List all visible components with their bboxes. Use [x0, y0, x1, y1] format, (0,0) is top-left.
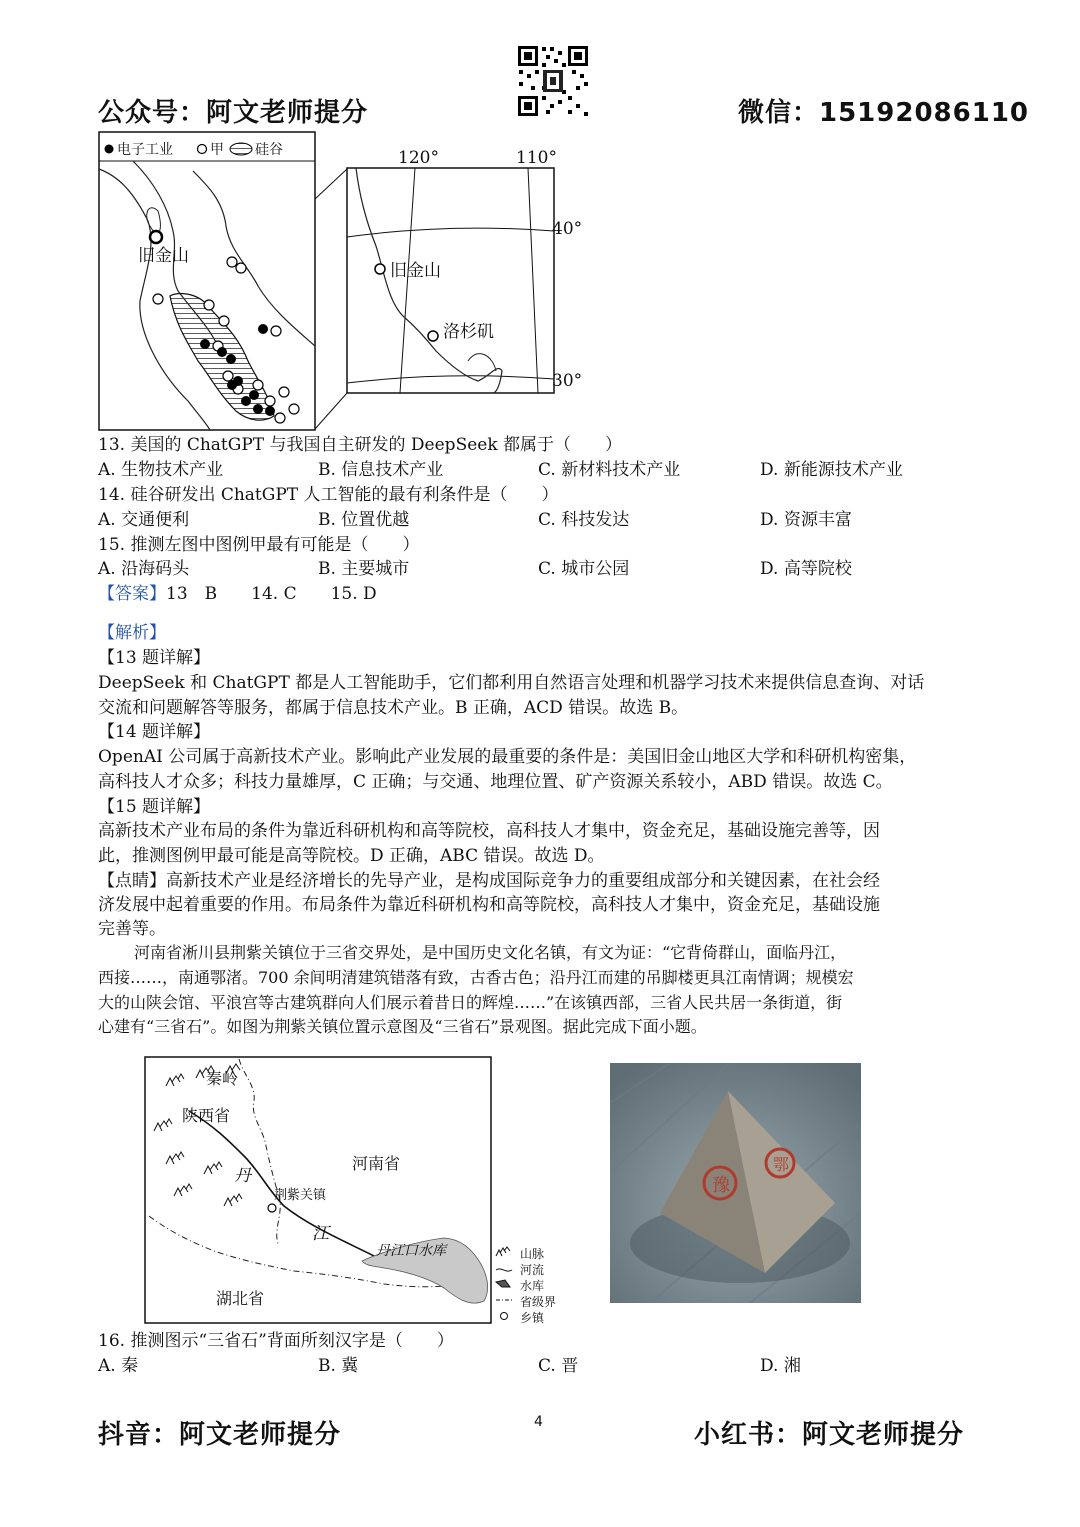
legend-river: 河流	[520, 1263, 545, 1277]
q13-option-a[interactable]: A. 生物技术产业	[98, 460, 224, 480]
legend-silicon-label: 硅谷	[255, 142, 283, 158]
detail-15-line2: 此，推测图例甲最可能是高等院校。D 正确，ABC 错误。故选 D。	[98, 846, 605, 866]
lat-30: 30°	[552, 371, 583, 391]
footer-left: 抖音：阿文老师提分	[98, 1420, 342, 1450]
page-number: 4	[534, 1414, 543, 1430]
legend-town: 乡镇	[520, 1311, 545, 1325]
answer-text: 13 B 14. C 15. D	[166, 584, 377, 604]
q15-option-a[interactable]: A. 沿海码头	[98, 559, 190, 579]
svg-text:豫: 豫	[712, 1175, 730, 1196]
la-city-marker	[428, 331, 438, 341]
silicon-valley-map	[98, 131, 598, 433]
sf-city-label: 旧金山	[390, 261, 441, 281]
label-henan: 河南省	[352, 1154, 401, 1173]
legend-electronics-label: 电子工业	[117, 142, 173, 158]
label-town: 荆紫关镇	[274, 1188, 327, 1203]
jingziguan-map	[144, 1056, 584, 1332]
q15-option-c[interactable]: C. 城市公园	[538, 559, 630, 579]
detail-15-line1: 高新技术产业布局的条件为靠近科研机构和高等院校，高科技人才集中，资金充足，基础设施完善等，因	[98, 821, 880, 841]
answer-line	[98, 583, 377, 605]
legend-boundary: 省级界	[520, 1295, 557, 1309]
q13-option-b[interactable]: B. 信息技术产业	[318, 460, 444, 480]
dianjing-line1: 【点睛】高新技术产业是经济增长的先导产业，是构成国际竞争力的重要组成部分和关键因素，在社会经	[98, 871, 880, 891]
q16-option-d[interactable]: D. 湘	[760, 1356, 801, 1376]
town-marker	[268, 1204, 276, 1212]
q15-option-d[interactable]: D. 高等院校	[760, 559, 852, 579]
detail-14-title: 【14 题详解】	[98, 722, 211, 742]
label-hubei: 湖北省	[216, 1289, 265, 1308]
detail-13-line1: DeepSeek 和 ChatGPT 都是人工智能助手，它们都利用自然语言处理和机器学习技术来提供信息查询、对话	[98, 673, 925, 693]
q15-stem: 15. 推测左图中图例甲最有可能是（ ）	[98, 535, 420, 555]
detail-15-title: 【15 题详解】	[98, 797, 211, 817]
label-jiang: 江	[312, 1224, 329, 1244]
label-reservoir: 丹江口水库	[376, 1243, 446, 1259]
footer-right: 小红书：阿文老师提分	[694, 1420, 965, 1450]
q14-stem: 14. 硅谷研发出 ChatGPT 人工智能的最有利条件是（ ）	[98, 485, 559, 505]
legend-reservoir: 水库	[520, 1279, 545, 1293]
detail-14-line1: OpenAI 公司属于高新技术产业。影响此产业发展的最重要的条件是：美国旧金山地区大学和科研机构密集，	[98, 747, 917, 767]
q14-option-b[interactable]: B. 位置优越	[318, 510, 410, 530]
passage-line1: 河南省淅川县荆紫关镇位于三省交界处，是中国历史文化名镇，有文为证：“它背倚群山，面临丹江，	[134, 943, 847, 962]
q13-stem: 13. 美国的 ChatGPT 与我国自主研发的 DeepSeek 都属于（ ）	[98, 435, 623, 455]
q15-option-b[interactable]: B. 主要城市	[318, 559, 410, 579]
detail-13-line2: 交流和问题解答等服务，都属于信息技术产业。B 正确，ACD 错误。故选 B。	[98, 698, 689, 718]
lon-110: 110°	[516, 148, 557, 168]
q13-option-c[interactable]: C. 新材料技术产业	[538, 460, 681, 480]
answer-label: 【答案】	[98, 584, 166, 604]
lat-40: 40°	[552, 219, 583, 239]
q16-option-b[interactable]: B. 冀	[318, 1356, 359, 1376]
legend-mountain: 山脉	[520, 1247, 545, 1261]
lon-120: 120°	[398, 148, 439, 168]
dianjing-line3: 完善等。	[98, 919, 166, 939]
q16-option-a[interactable]: A. 秦	[98, 1356, 139, 1376]
sf-label-left: 旧金山	[138, 246, 189, 266]
passage-line2: 西接……，南通鄂渚。700 余间明清建筑错落有致，古香古色；沿丹江而建的吊脚楼更具江南情调；规模宏	[98, 968, 854, 987]
label-qinling: 秦岭	[206, 1069, 239, 1088]
qr-code	[516, 44, 590, 118]
detail-14-line2: 高科技人才众多；科技力量雄厚，C 正确；与交通、地理位置、矿产资源关系较小，ABD 错误。故选 C。	[98, 772, 893, 792]
sf-marker	[150, 231, 162, 243]
passage-line3: 大的山陕会馆、平浪宫等古建筑群向人们展示着昔日的辉煌……”在该镇西部，三省人民共居一条街道，街	[98, 993, 843, 1012]
three-province-stone-photo	[610, 1063, 861, 1303]
label-shaanxi: 陕西省	[182, 1106, 231, 1125]
q14-option-c[interactable]: C. 科技发达	[538, 510, 630, 530]
detail-13-title: 【13 题详解】	[98, 648, 211, 668]
la-city-label: 洛杉矶	[443, 322, 494, 342]
q16-stem: 16. 推测图示“三省石”背面所刻汉字是（ ）	[98, 1331, 454, 1351]
svg-text:鄂: 鄂	[773, 1155, 790, 1174]
q14-option-a[interactable]: A. 交通便利	[98, 510, 190, 530]
q14-option-d[interactable]: D. 资源丰富	[760, 510, 852, 530]
header-left: 公众号：阿文老师提分	[98, 98, 369, 128]
legend-jia-label: 甲	[210, 142, 224, 158]
header-right: 微信：15192086110	[738, 98, 1029, 128]
dianjing-line2: 济发展中起着重要的作用。布局条件为靠近科研机构和高等院校，高科技人才集中，资金充足，基础设施	[98, 895, 880, 915]
label-dan: 丹	[234, 1166, 251, 1186]
sf-city-marker	[375, 264, 385, 274]
passage-line4: 心建有“三省石”。如图为荆紫关镇位置示意图及“三省石”景观图。据此完成下面小题。	[98, 1017, 707, 1036]
analysis-label: 【解析】	[98, 623, 166, 643]
q16-option-c[interactable]: C. 晋	[538, 1356, 579, 1376]
q13-option-d[interactable]: D. 新能源技术产业	[760, 460, 903, 480]
